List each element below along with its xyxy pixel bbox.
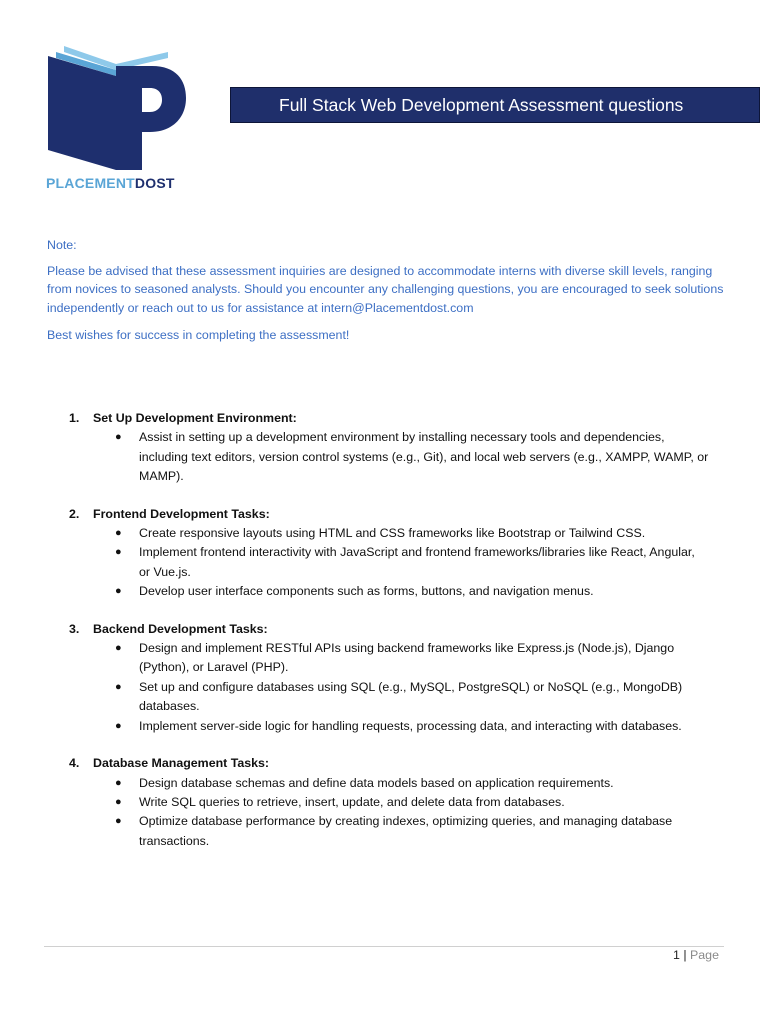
- task-sections: [47, 409, 737, 869]
- note-body: Please be advised that these assessment inquiries are designed to accommodate interns with diverse skill levels, ranging from novices to seasoned analysts. Should you encounter any challenging questions, you are encouraged to seek solutions independently or reach out to us for assistance at intern@Placementdost.com: [47, 263, 724, 315]
- bullet-icon: ●: [115, 815, 122, 828]
- bullet-list: [47, 774, 737, 852]
- page-footer: [673, 948, 719, 962]
- section-number: 2.: [69, 506, 80, 521]
- open-book-p-logo-icon: [46, 40, 188, 172]
- list-item: ● Implement frontend interactivity with JavaScript and frontend frameworks/libraries like React, Angular, or Vue.js.: [47, 543, 737, 582]
- section-setup: [47, 409, 737, 487]
- list-item: ● Optimize database performance by creating indexes, optimizing queries, and managing database transactions.: [47, 812, 737, 851]
- list-item: ● Design database schemas and define data models based on application requirements.: [47, 774, 737, 793]
- brand-part1: PLACEMENT: [46, 175, 135, 191]
- section-number: 3.: [69, 621, 80, 636]
- footer-divider: [44, 946, 724, 947]
- section-heading: [47, 505, 737, 524]
- note-block: [47, 236, 727, 345]
- bullet-icon: ●: [115, 776, 122, 789]
- section-heading: [47, 620, 737, 639]
- bullet-list: [47, 524, 737, 602]
- section-heading: [47, 409, 737, 428]
- brand-part2: DOST: [134, 175, 175, 191]
- bullet-icon: ●: [115, 527, 122, 540]
- document-title: Full Stack Web Development Assessment questions: [230, 87, 760, 123]
- bullet-icon: ●: [115, 680, 122, 693]
- brand-name: [46, 175, 175, 191]
- section-title: Frontend Development Tasks:: [93, 506, 270, 521]
- section-number: 4.: [69, 756, 80, 771]
- section-backend: [47, 620, 737, 736]
- note-label: Note:: [47, 238, 77, 252]
- section-title: Database Management Tasks:: [93, 756, 270, 771]
- bullet-icon: ●: [115, 431, 122, 444]
- list-item: ● Write SQL queries to retrieve, insert, update, and delete data from databases.: [47, 793, 737, 812]
- bullet-icon: ●: [115, 719, 122, 732]
- section-frontend: [47, 505, 737, 602]
- page-label: Page: [690, 948, 719, 962]
- page-separator: |: [683, 948, 687, 962]
- list-item: ● Assist in setting up a development environment by installing necessary tools and dependencies, including text editors, version control systems (e.g., Git), and local web servers (e.g., XAMPP, WAMP, or MAMP).: [47, 428, 737, 486]
- section-heading: [47, 754, 737, 773]
- bullet-icon: ●: [115, 642, 122, 655]
- list-item: ● Create responsive layouts using HTML and CSS frameworks like Bootstrap or Tailwind CSS.: [47, 524, 737, 543]
- section-database: [47, 754, 737, 851]
- bullet-list: [47, 639, 737, 736]
- section-title: Backend Development Tasks:: [93, 621, 268, 636]
- placementdost-logo: [46, 40, 188, 192]
- note-closing: Best wishes for success in completing the assessment!: [47, 328, 350, 342]
- section-title: Set Up Development Environment:: [93, 411, 297, 425]
- list-item: ● Set up and configure databases using SQL (e.g., MySQL, PostgreSQL) or NoSQL (e.g., MongoDB) databases.: [47, 678, 737, 717]
- list-item: ● Design and implement RESTful APIs using backend frameworks like Express.js (Node.js), Django (Python), or Laravel (PHP).: [47, 639, 737, 678]
- page-number: 1: [673, 948, 680, 962]
- bullet-icon: ●: [115, 795, 122, 808]
- list-item: ● Develop user interface components such as forms, buttons, and navigation menus.: [47, 582, 737, 601]
- list-item: ● Implement server-side logic for handling requests, processing data, and interacting with databases.: [47, 717, 737, 736]
- bullet-icon: ●: [115, 546, 122, 559]
- bullet-icon: ●: [115, 585, 122, 598]
- section-number: 1.: [69, 411, 80, 425]
- bullet-list: [47, 428, 737, 486]
